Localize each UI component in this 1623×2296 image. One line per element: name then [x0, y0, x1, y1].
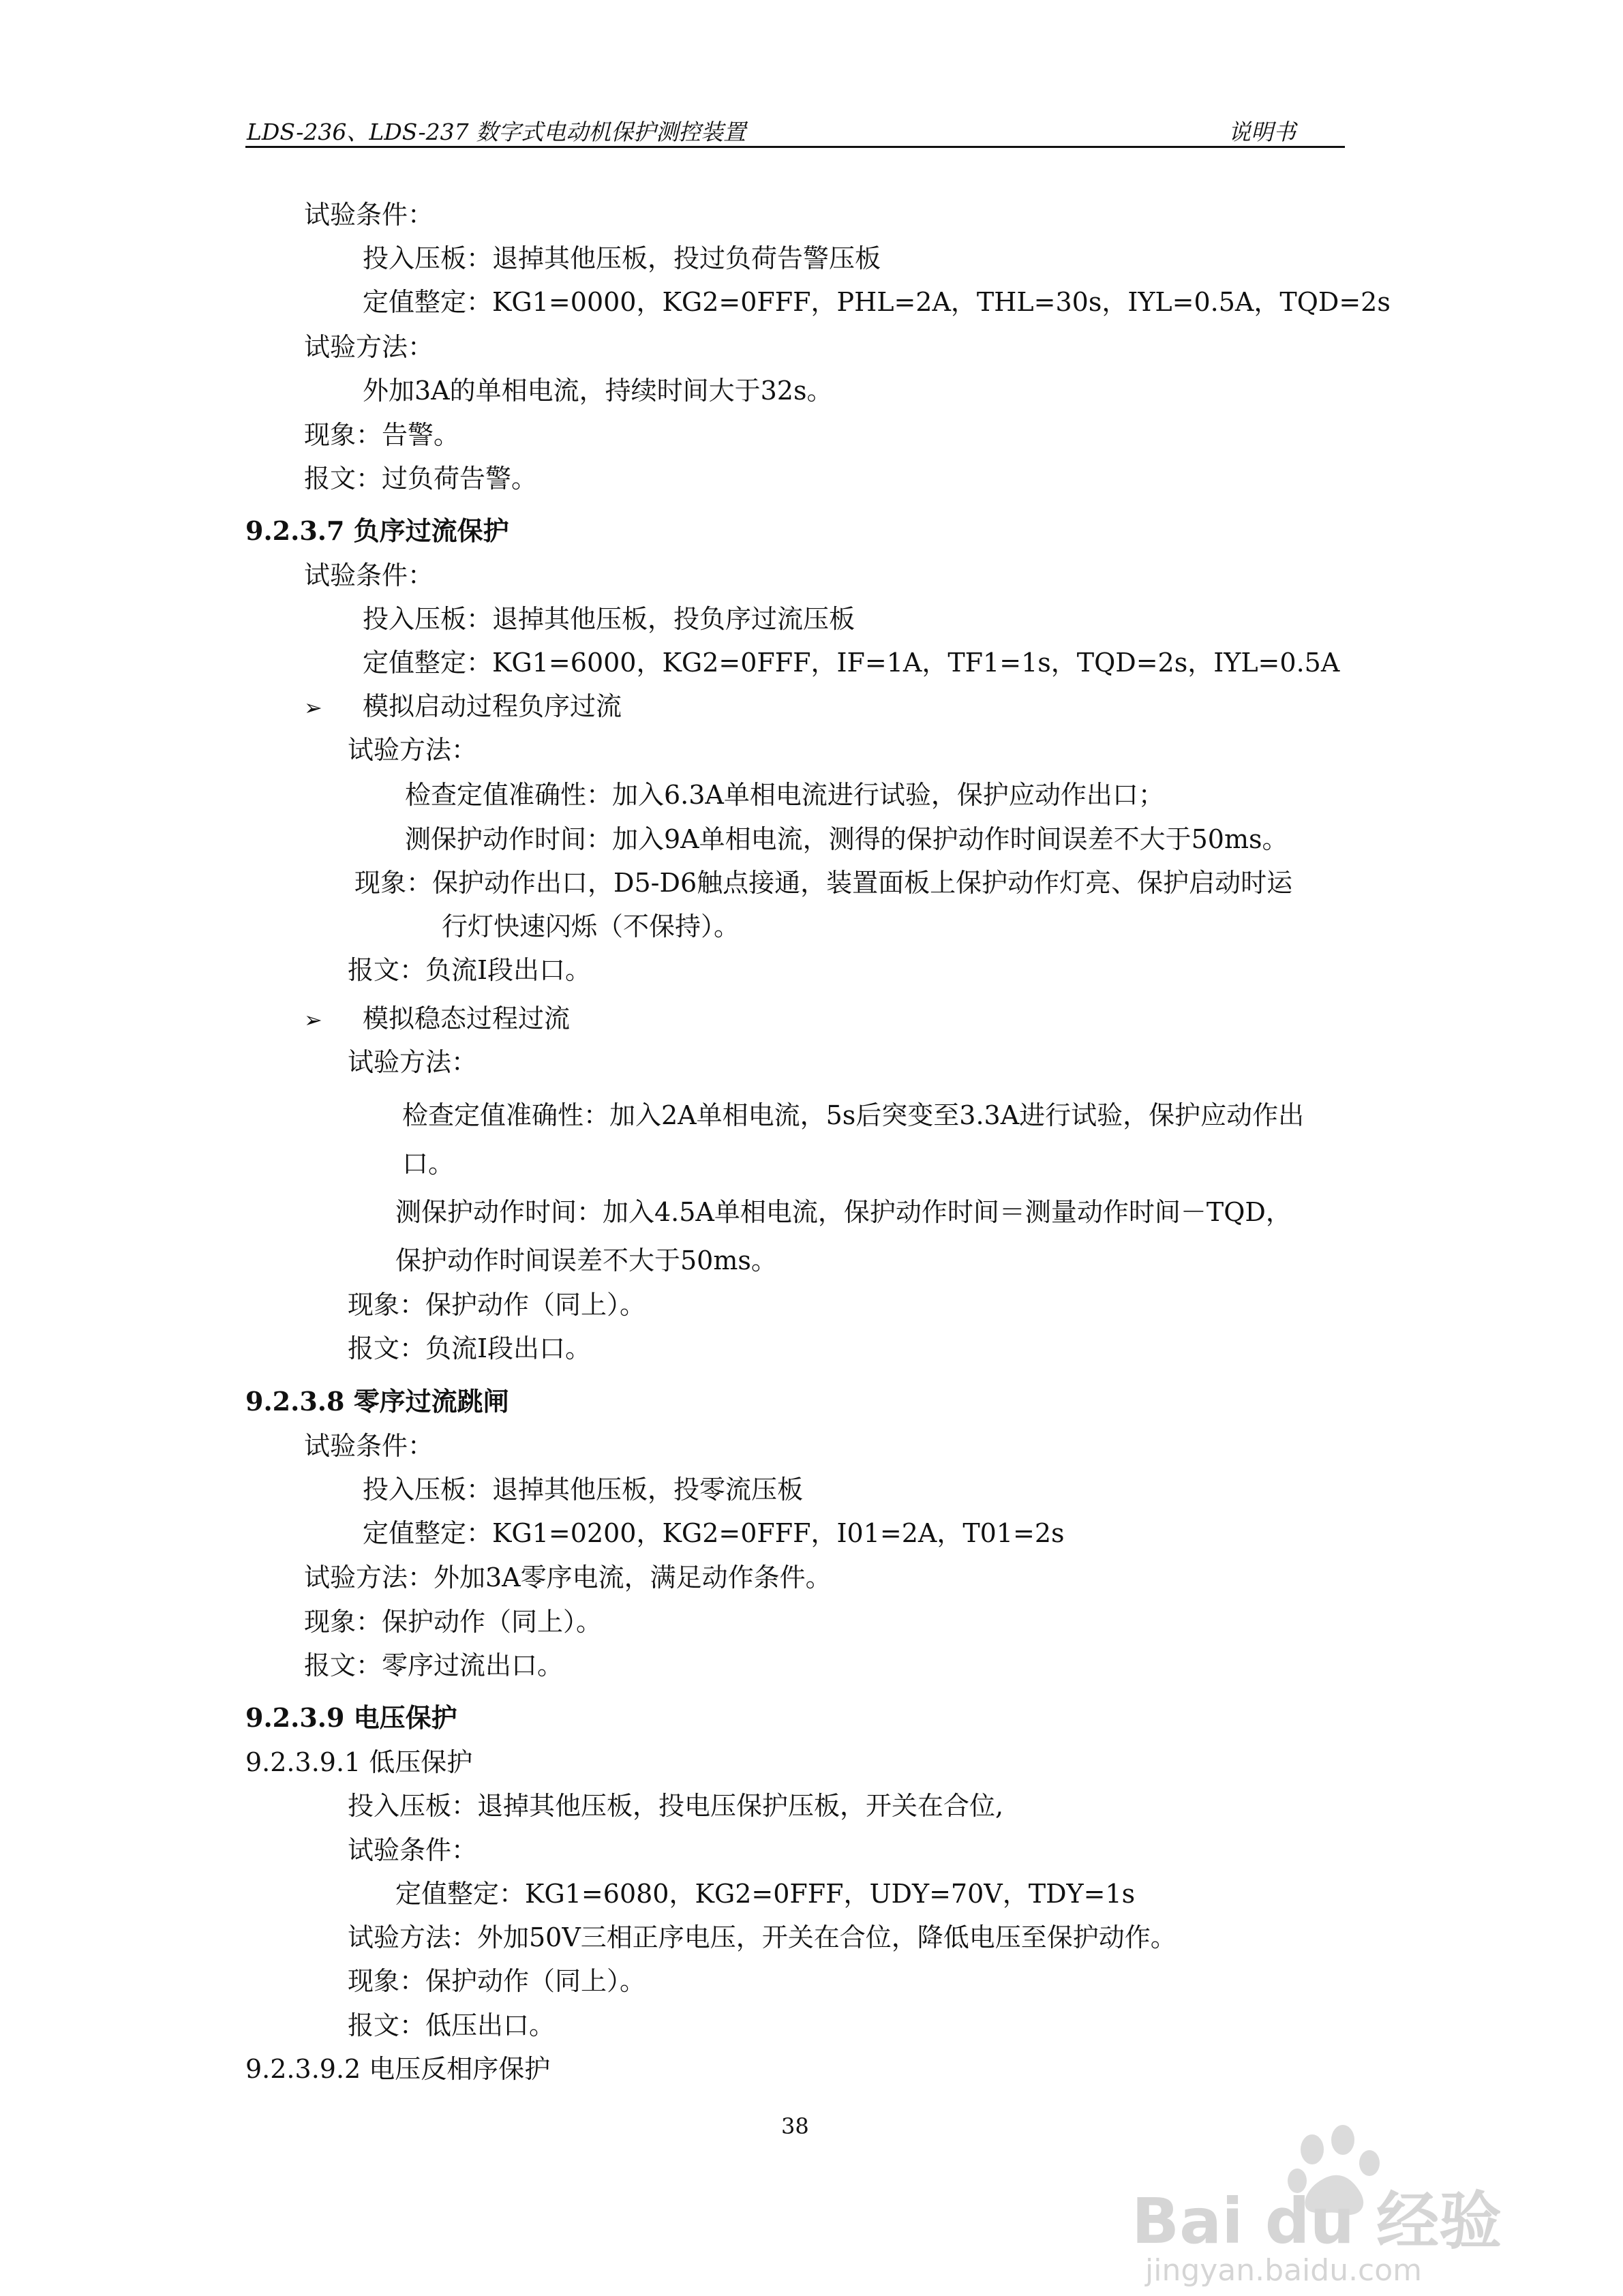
test-method-line: 试验方法：外加50V三相正序电压，开关在合位，降低电压至保护动作。	[348, 1922, 1177, 1952]
report-line: 报文：负流Ⅰ段出口。	[348, 955, 592, 985]
watermark-url: jingyan.baidu.com	[1145, 2253, 1423, 2288]
bullet-item-startup: 模拟启动过程负序过流	[363, 691, 622, 721]
setting-line: 定值整定：KG1=0200，KG2=0FFF，I01=2A，T01=2s	[363, 1518, 1065, 1548]
bullet-item-steady: 模拟稳态过程过流	[363, 1003, 571, 1033]
check-accuracy-continuation: 口。	[402, 1149, 455, 1179]
phenomenon-line: 现象：告警。	[304, 420, 460, 450]
phenomenon-line: 现象：保护动作（同上）。	[304, 1607, 603, 1637]
section-heading-9-2-3-9: 9.2.3.9 电压保护	[245, 1702, 457, 1733]
test-method-label: 试验方法：	[348, 735, 478, 765]
watermark-brand: Bai du 经验	[1132, 2185, 1502, 2258]
pressure-plate-line: 投入压板：退掉其他压板，投过负荷告警压板	[363, 243, 881, 273]
section-heading-9-2-3-8: 9.2.3.8 零序过流跳闸	[245, 1386, 509, 1417]
phenomenon-line: 现象：保护动作（同上）。	[348, 1290, 646, 1320]
phenomenon-continuation: 行灯快速闪烁（不保持）。	[442, 911, 740, 941]
test-method-label: 试验方法：	[304, 332, 434, 362]
header-rule	[245, 146, 1345, 148]
report-line: 报文：负流Ⅰ段出口。	[348, 1333, 592, 1363]
bullet-arrow-icon: ➢	[304, 1007, 322, 1033]
pressure-plate-line: 投入压板：退掉其他压板，投电压保护压板，开关在合位,	[348, 1791, 1004, 1821]
report-line: 报文：过负荷告警。	[304, 464, 538, 494]
test-method-line: 试验方法：外加3A零序电流，满足动作条件。	[304, 1562, 832, 1592]
measure-time-line: 测保护动作时间：加入4.5A单相电流，保护动作时间＝测量动作时间－TQD，	[395, 1197, 1292, 1227]
setting-line: 定值整定：KG1=6000，KG2=0FFF，IF=1A，TF1=1s，TQD=2s，IYL=0.5A	[363, 648, 1340, 678]
bullet-arrow-icon: ➢	[304, 695, 322, 721]
phenomenon-line: 现象：保护动作（同上）。	[348, 1966, 646, 1996]
setting-line: 定值整定：KG1=0000，KG2=0FFF，PHL=2A，THL=30s，IYL=0.5A，TQD=2s	[363, 287, 1391, 317]
test-conditions-label: 试验条件：	[304, 200, 434, 230]
report-line: 报文：零序过流出口。	[304, 1650, 564, 1680]
report-line: 报文：低压出口。	[348, 2010, 556, 2040]
test-method-text: 外加3A的单相电流，持续时间大于32s。	[363, 376, 833, 406]
setting-line: 定值整定：KG1=6080，KG2=0FFF，UDY=70V，TDY=1s	[395, 1879, 1136, 1909]
test-conditions-label: 试验条件：	[348, 1835, 478, 1865]
test-conditions-label: 试验条件：	[304, 560, 434, 590]
measure-time-continuation: 保护动作时间误差不大于50ms。	[395, 1245, 777, 1275]
baidu-watermark	[1132, 2124, 1581, 2287]
check-accuracy-line: 检查定值准确性：加入6.3A单相电流进行试验，保护应动作出口；	[405, 780, 1164, 810]
check-accuracy-line: 检查定值准确性：加入2A单相电流，5s后突变至3.3A进行试验，保护应动作出	[402, 1100, 1305, 1130]
pressure-plate-line: 投入压板：退掉其他压板，投负序过流压板	[363, 604, 855, 634]
phenomenon-line: 现象：保护动作出口，D5-D6触点接通，装置面板上保护动作灯亮、保护启动时运	[354, 868, 1293, 898]
pressure-plate-line: 投入压板：退掉其他压板，投零流压板	[363, 1475, 804, 1505]
section-heading-9-2-3-7: 9.2.3.7 负序过流保护	[245, 515, 509, 546]
test-method-label: 试验方法：	[348, 1047, 478, 1077]
page-number: 38	[781, 2113, 809, 2139]
running-header-title: LDS-236、LDS-237 数字式电动机保护测控装置	[247, 119, 746, 145]
subsection-heading-9-2-3-9-1: 9.2.3.9.1 低压保护	[245, 1747, 473, 1777]
test-conditions-label: 试验条件：	[304, 1431, 434, 1461]
measure-time-line: 测保护动作时间：加入9A单相电流，测得的保护动作时间误差不大于50ms。	[405, 824, 1288, 854]
subsection-heading-9-2-3-9-2: 9.2.3.9.2 电压反相序保护	[245, 2054, 551, 2084]
running-header-doctype: 说明书	[1228, 119, 1296, 145]
